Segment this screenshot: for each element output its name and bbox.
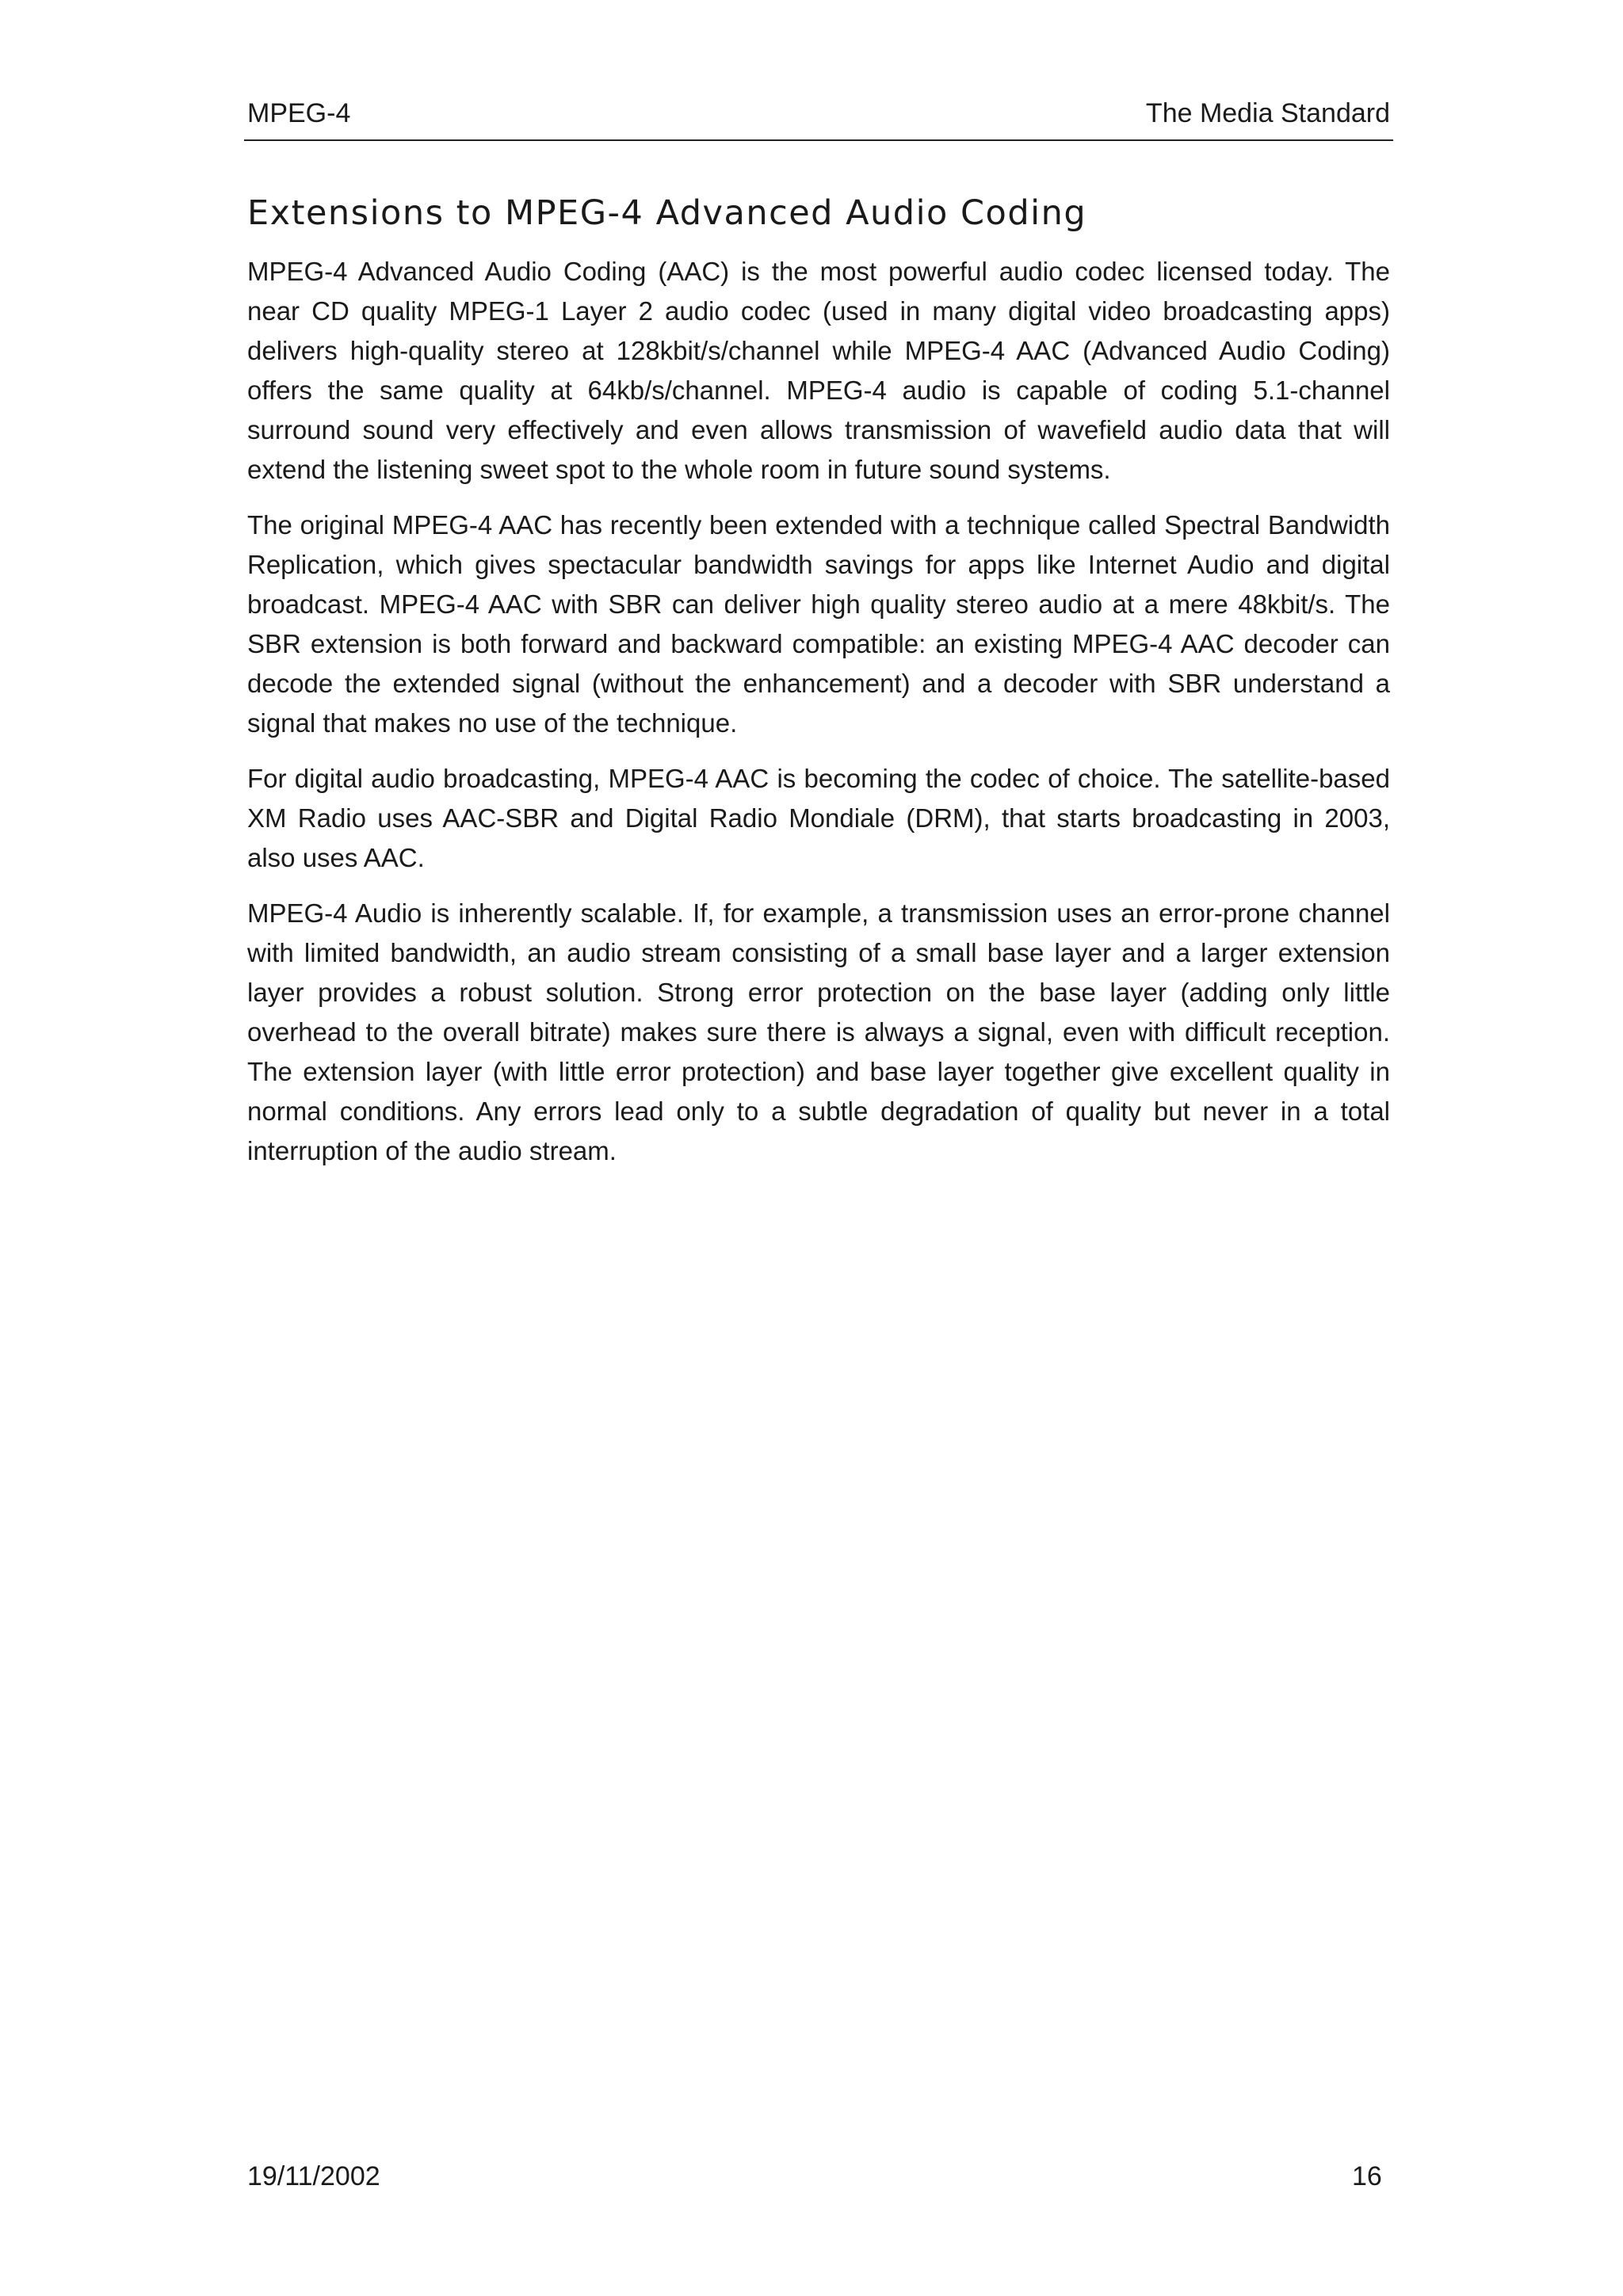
header-title: MPEG-4 xyxy=(247,98,351,128)
footer-date: 19/11/2002 xyxy=(247,2161,380,2191)
paragraph: The original MPEG-4 AAC has recently been extended with a technique called Spectral Bandwidth Replication, which gives spectacular bandwidth savings for apps like Internet Audio and digital broadcast. MPEG-4 AAC with SBR can deliver high quality stereo audio at a mere 48kbit/s. The SBR extension is both forward and backward compatible: an existing MPEG-4 AAC decoder can decode the extended signal (without the enhancement) and a decoder with SBR understand a signal that makes no use of the technique. xyxy=(247,510,1390,738)
header-subtitle: The Media Standard xyxy=(1145,98,1390,128)
paragraph: MPEG-4 Audio is inherently scalable. If, for example, a transmission uses an error-prone channel with limited bandwidth, an audio stream consisting of a small base layer and a larger extension layer provides a robust solution. Strong error protection on the base layer (adding only little overhead to the overall bitrate) makes sure there is always a signal, even with difficult reception. The extension layer (with little error protection) and base layer together give excellent quality in normal conditions. Any errors lead only to a subtle degradation of quality but never in a total interruption of the audio stream. xyxy=(247,898,1390,1165)
section-title: Extensions to MPEG-4 Advanced Audio Coding xyxy=(247,193,1087,233)
paragraph: For digital audio broadcasting, MPEG-4 AAC is becoming the codec of choice. The satellite-based XM Radio uses AAC-SBR and Digital Radio Mondiale (DRM), that starts broadcasting in 2003, also uses AAC. xyxy=(247,764,1390,872)
page-number: 16 xyxy=(1352,2161,1382,2191)
page-header xyxy=(244,93,1393,141)
main-content xyxy=(247,193,1390,1187)
paragraph: MPEG-4 Advanced Audio Coding (AAC) is the most powerful audio codec licensed today. The near CD quality MPEG-1 Layer 2 audio codec (used in many digital video broadcasting apps) delivers high-quality stereo at 128kbit/s/channel while MPEG-4 AAC (Advanced Audio Coding) offers the same quality at 64kb/s/channel. MPEG-4 audio is capable of coding 5.1-channel surround sound very effectively and even allows transmission of wavefield audio data that will extend the listening sweet spot to the whole room in future sound systems. xyxy=(247,257,1390,484)
